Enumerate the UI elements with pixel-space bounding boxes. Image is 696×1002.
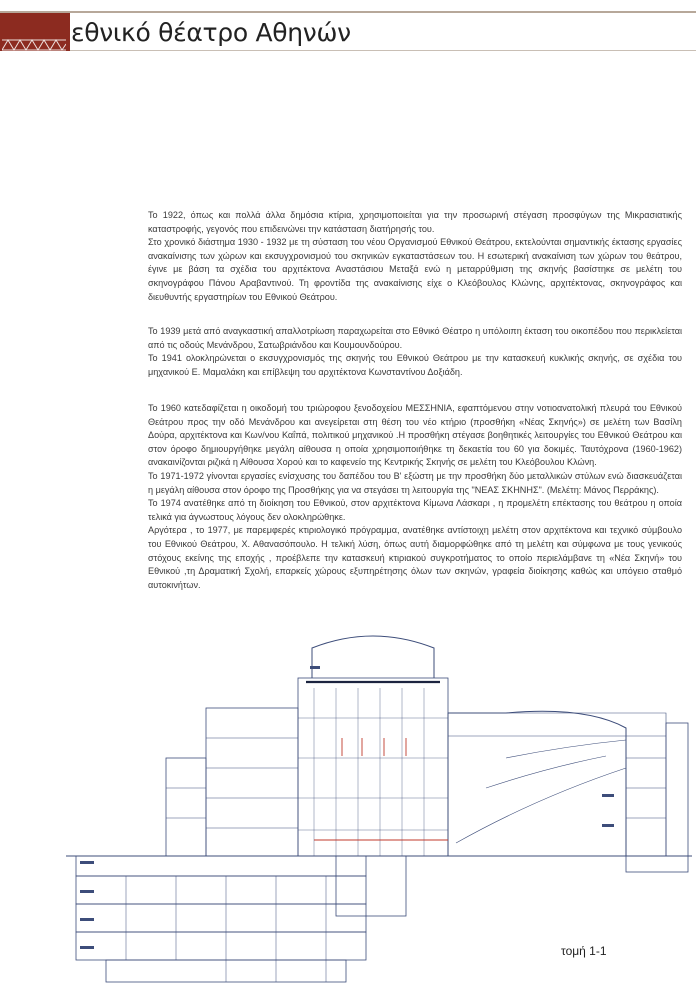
history-text-block-3 bbox=[148, 402, 682, 592]
history-text-block-1 bbox=[148, 209, 682, 304]
paragraph: Το 1971-1972 γίνονται εργασίες ενίσχυσης του δαπέδου του Β' εξώστη με την προσθήκη δύο μεταλλικών στύλων ενώ διασκευάζεται η μεγάλη αίθουσα στον όροφο της Προσθήκης για να στεγάσει τη λειτουργία της "ΝΕΑΣ ΣΚΗΝΗΣ". (Μελέτη: Μάνος Περράκης). bbox=[148, 470, 682, 495]
header-truss-logo bbox=[2, 39, 66, 51]
figure-caption: τομή 1-1 bbox=[561, 944, 607, 958]
header-rule-bottom bbox=[70, 50, 696, 51]
page-title: εθνικό θέατρο Αθηνών bbox=[71, 18, 351, 47]
history-text-block-2 bbox=[148, 325, 682, 379]
paragraph: Στο χρονικό διάστημα 1930 - 1932 με τη σύσταση του νέου Οργανισμού Εθνικού Θεάτρου, εκτελούνται σημαντικής έκτασης εργασίες ανακαίνισης των χώρων και εκσυγχρονισμού του σκηνικών εγκαταστάσεων του. Η εσωτερική ανακαίνιση των χώρων του θεάτρου, έγινε με βάση τα σχέδια του αρχιτέκτονα Αναστάσιου Μεταξά ενώ η μεταρρύθμιση της σκηνής βασίστηκε σε μελέτη του σκηνογράφου Πάνου Αραβαντινού. Τη φροντίδα της ανακαίνισης είχε ο Κλεόβουλος Κλώνης, αρχιτέκτονας, σκηνογράφος και διευθυντής εργαστηρίων του Εθνικού Θεάτρου. bbox=[148, 237, 682, 302]
paragraph: Το 1941 ολοκληρώνεται ο εκσυγχρονισμός της σκηνής του Εθνικού Θεάτρου με την κατασκευή κυκλικής σκηνής, σε σχέδια του μηχανικού Ε. Μαμαλάκη και επίβλεψη του αρχιτέκτονα Κωνσταντίνου Δοξιάδη. bbox=[148, 353, 682, 377]
header-rule-top bbox=[0, 11, 696, 13]
paragraph: Το 1960 κατεδαφίζεται η οικοδομή του τριώροφου ξενοδοχείου ΜΕΣΣΗΝΙΑ, εφαπτόμενου στην νοτιοανατολική πλευρά του Εθνικού Θεάτρου προς την οδό Μενάνδρου και ανεγείρεται στη θέση του νέο κτήριο (προσθήκη «Νέας Σκηνής») σε μελέτη των Βασίλη Δούρα, αρχιτέκτονα και Κων/νου Καΐπά, πολιτικού μηχανικού .Η προσθήκη στέγασε βοηθητικές λειτουργίες του Εθνικού Θεάτρου και στον όροφο δημιουργήθηκε μεγάλη αίθουσα η οποία χρησιμοποιήθηκε τη δεκαετία του 60 για δοκιμές. Ταυτόχρονα (1960-1962) ανακαινίζονται ριζικά η Αίθουσα Χορού και το καφενείο της Κεντρικής Σκηνής σε μελέτη του Κλεόβουλου Κλώνη. bbox=[148, 403, 682, 468]
header-color-bar bbox=[0, 13, 70, 51]
section-drawing bbox=[66, 618, 692, 990]
paragraph: Το 1939 μετά από αναγκαστική απαλλοτρίωση παραχωρείται στο Εθνικό Θέατρο η υπόλοιπη έκταση του οικοπέδου που περικλείεται από τις οδούς Μενάνδρου, Σατωβριάνδου και Κουμουνδούρου. bbox=[148, 326, 682, 350]
paragraph: Το 1922, όπως και πολλά άλλα δημόσια κτίρια, χρησιμοποιείται για την προσωρινή στέγαση προσφύγων της Μικρασιατικής καταστροφής, γεγονός που επιδεινώνει την κατάσταση διατήρησής του. bbox=[148, 210, 682, 234]
paragraph: Το 1974 ανατέθηκε από τη διοίκηση του Εθνικού, στον αρχιτέκτονα Κίμωνα Λάσκαρι , η προμελέτη επέκτασης του θεάτρου η οποία τελικά για άγνωστους λόγους δεν ολοκληρώθηκε. bbox=[148, 498, 682, 522]
paragraph: Αργότερα , το 1977, με παρεμφερές κτιριολογικό πρόγραμμα, ανατέθηκε αντίστοιχη μελέτη στον αρχιτέκτονα και τεχνικό σύμβουλο του Εθνικού Θεάτρου, Χ. Αθανασόπουλο. Η τελική λύση, όπως αυτή διαμορφώθηκε από τη μελέτη και σύμφωνα με τους γενικούς στόχους εκείνης της εποχής , προέβλεπε την κατασκευή κτιριακού συγκροτήματος το οποίο περιελάμβανε τη «Νέα Σκηνή» του Εθνικού ,τη Δραματική Σχολή, επαρκείς χώρους εξυπηρέτησης όλων των σκηνών, γραφεία διοίκησης καθώς και υπόγειο σταθμό αυτοκινήτων. bbox=[148, 525, 682, 590]
